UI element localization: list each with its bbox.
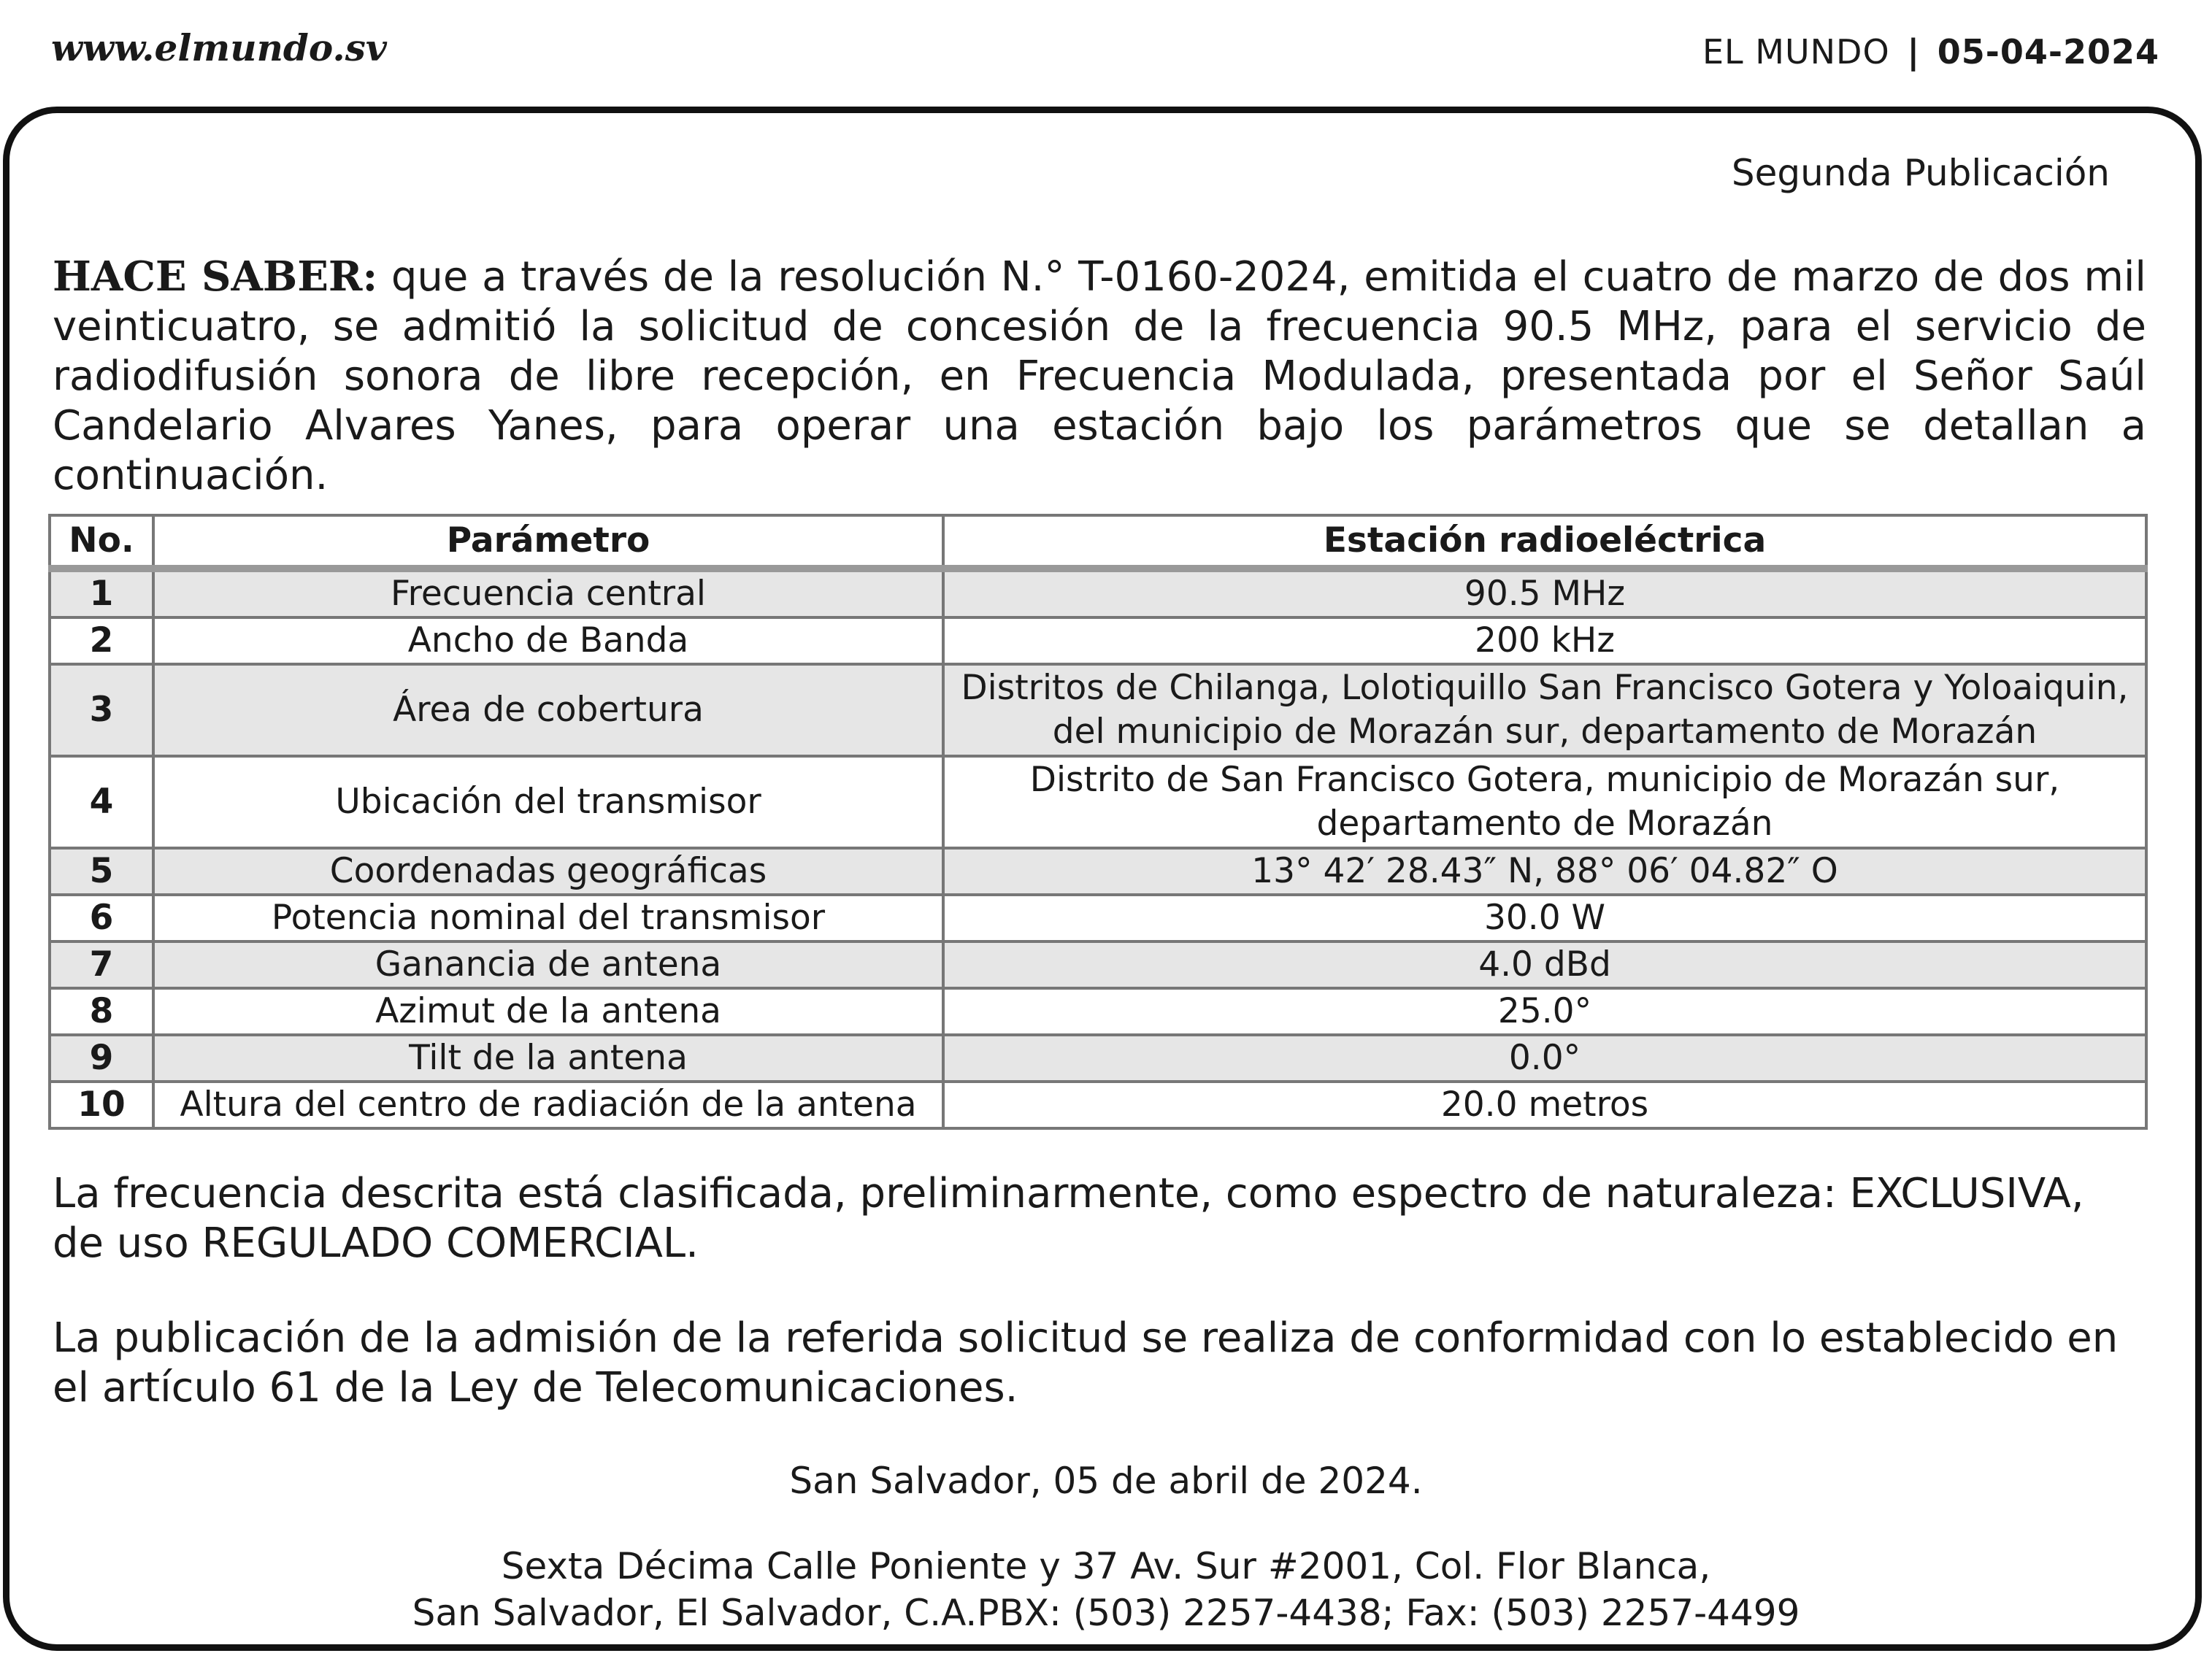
newspaper-name: EL MUNDO [1702, 32, 1890, 72]
row-parameter: Área de cobertura [153, 664, 943, 756]
table-row [50, 848, 2146, 895]
row-no: 5 [50, 848, 153, 895]
table-row [50, 664, 2146, 756]
contact-address [0, 1543, 2212, 1636]
row-parameter: Ancho de Banda [153, 617, 943, 664]
row-value: 25.0° [943, 988, 2146, 1035]
row-parameter: Altura del centro de radiación de la antena [153, 1082, 943, 1128]
row-no: 1 [50, 569, 153, 617]
table-row [50, 895, 2146, 941]
notice-lead: HACE SABER: [53, 253, 378, 301]
notice-intro [53, 252, 2146, 501]
row-no: 7 [50, 941, 153, 988]
row-value: 200 kHz [943, 617, 2146, 664]
row-parameter: Frecuencia central [153, 569, 943, 617]
row-value: 20.0 metros [943, 1082, 2146, 1128]
masthead-separator: | [1907, 32, 1921, 72]
row-no: 3 [50, 664, 153, 756]
row-no: 6 [50, 895, 153, 941]
row-value: 0.0° [943, 1035, 2146, 1082]
row-value-line1: Distritos de Chilanga, Lolotiquillo San Francisco Gotera y Yoloaiquin, [961, 668, 2129, 708]
masthead [1702, 32, 2159, 72]
table-row [50, 1082, 2146, 1128]
row-parameter: Tilt de la antena [153, 1035, 943, 1082]
row-no: 2 [50, 617, 153, 664]
row-value-line2: departamento de Morazán [1316, 804, 1773, 844]
row-parameter: Potencia nominal del transmisor [153, 895, 943, 941]
table-row [50, 617, 2146, 664]
parameters-table [48, 514, 2148, 1130]
website-url: www.elmundo.sv [51, 26, 387, 69]
table-row [50, 1035, 2146, 1082]
row-value [943, 664, 2146, 756]
row-no: 9 [50, 1035, 153, 1082]
legal-basis-paragraph: La publicación de la admisión de la referida solicitud se realiza de conformidad con lo establecido en el artículo 61 de la Ley de Telecomunicaciones. [53, 1314, 2119, 1411]
header-no: No. [50, 515, 153, 569]
table-row [50, 941, 2146, 988]
row-no: 4 [50, 756, 153, 848]
issue-date: 05-04-2024 [1937, 32, 2159, 72]
row-parameter: Azimut de la antena [153, 988, 943, 1035]
address-line-2: San Salvador, El Salvador, C.A.PBX: (503) 2257-4438; Fax: (503) 2257-4499 [412, 1592, 1800, 1634]
row-parameter: Ubicación del transmisor [153, 756, 943, 848]
header-parameter: Parámetro [153, 515, 943, 569]
row-value: 30.0 W [943, 895, 2146, 941]
row-no: 10 [50, 1082, 153, 1128]
publication-type: Segunda Publicación [1731, 152, 2110, 194]
row-value [943, 756, 2146, 848]
header-station: Estación radioeléctrica [943, 515, 2146, 569]
table-row [50, 988, 2146, 1035]
row-value: 4.0 dBd [943, 941, 2146, 988]
place-date: San Salvador, 05 de abril de 2024. [789, 1460, 1423, 1502]
row-no: 8 [50, 988, 153, 1035]
table-header-row [50, 515, 2146, 569]
address-line-1: Sexta Décima Calle Poniente y 37 Av. Sur #2001, Col. Flor Blanca, [501, 1545, 1711, 1587]
row-value: 90.5 MHz [943, 569, 2146, 617]
classification-paragraph: La frecuencia descrita está clasificada, preliminarmente, como espectro de naturaleza: EXCLUSIVA, de uso REGULADO COMERCIAL. [53, 1170, 2084, 1267]
row-value-line1: Distrito de San Francisco Gotera, municipio de Morazán sur, [1029, 760, 2060, 800]
row-value-line2: del municipio de Morazán sur, departamento de Morazán [1052, 712, 2038, 752]
table-row [50, 756, 2146, 848]
table-row [50, 569, 2146, 617]
row-parameter: Ganancia de antena [153, 941, 943, 988]
row-value: 13° 42′ 28.43″ N, 88° 06′ 04.82″ O [943, 848, 2146, 895]
row-parameter: Coordenadas geográficas [153, 848, 943, 895]
notice-intro-text: que a través de la resolución N.° T-0160-2024, emitida el cuatro de marzo de dos mil veinticuatro, se admitió la solicitud de concesión de la frecuencia 90.5 MHz, para el servicio de radiodifusión sonora de libre recepción, en Frecuencia Modulada, presentada por el Señor Saúl Candelario Alvares Yanes, para operar una estación bajo los parámetros que se detallan a continuación. [53, 253, 2146, 499]
